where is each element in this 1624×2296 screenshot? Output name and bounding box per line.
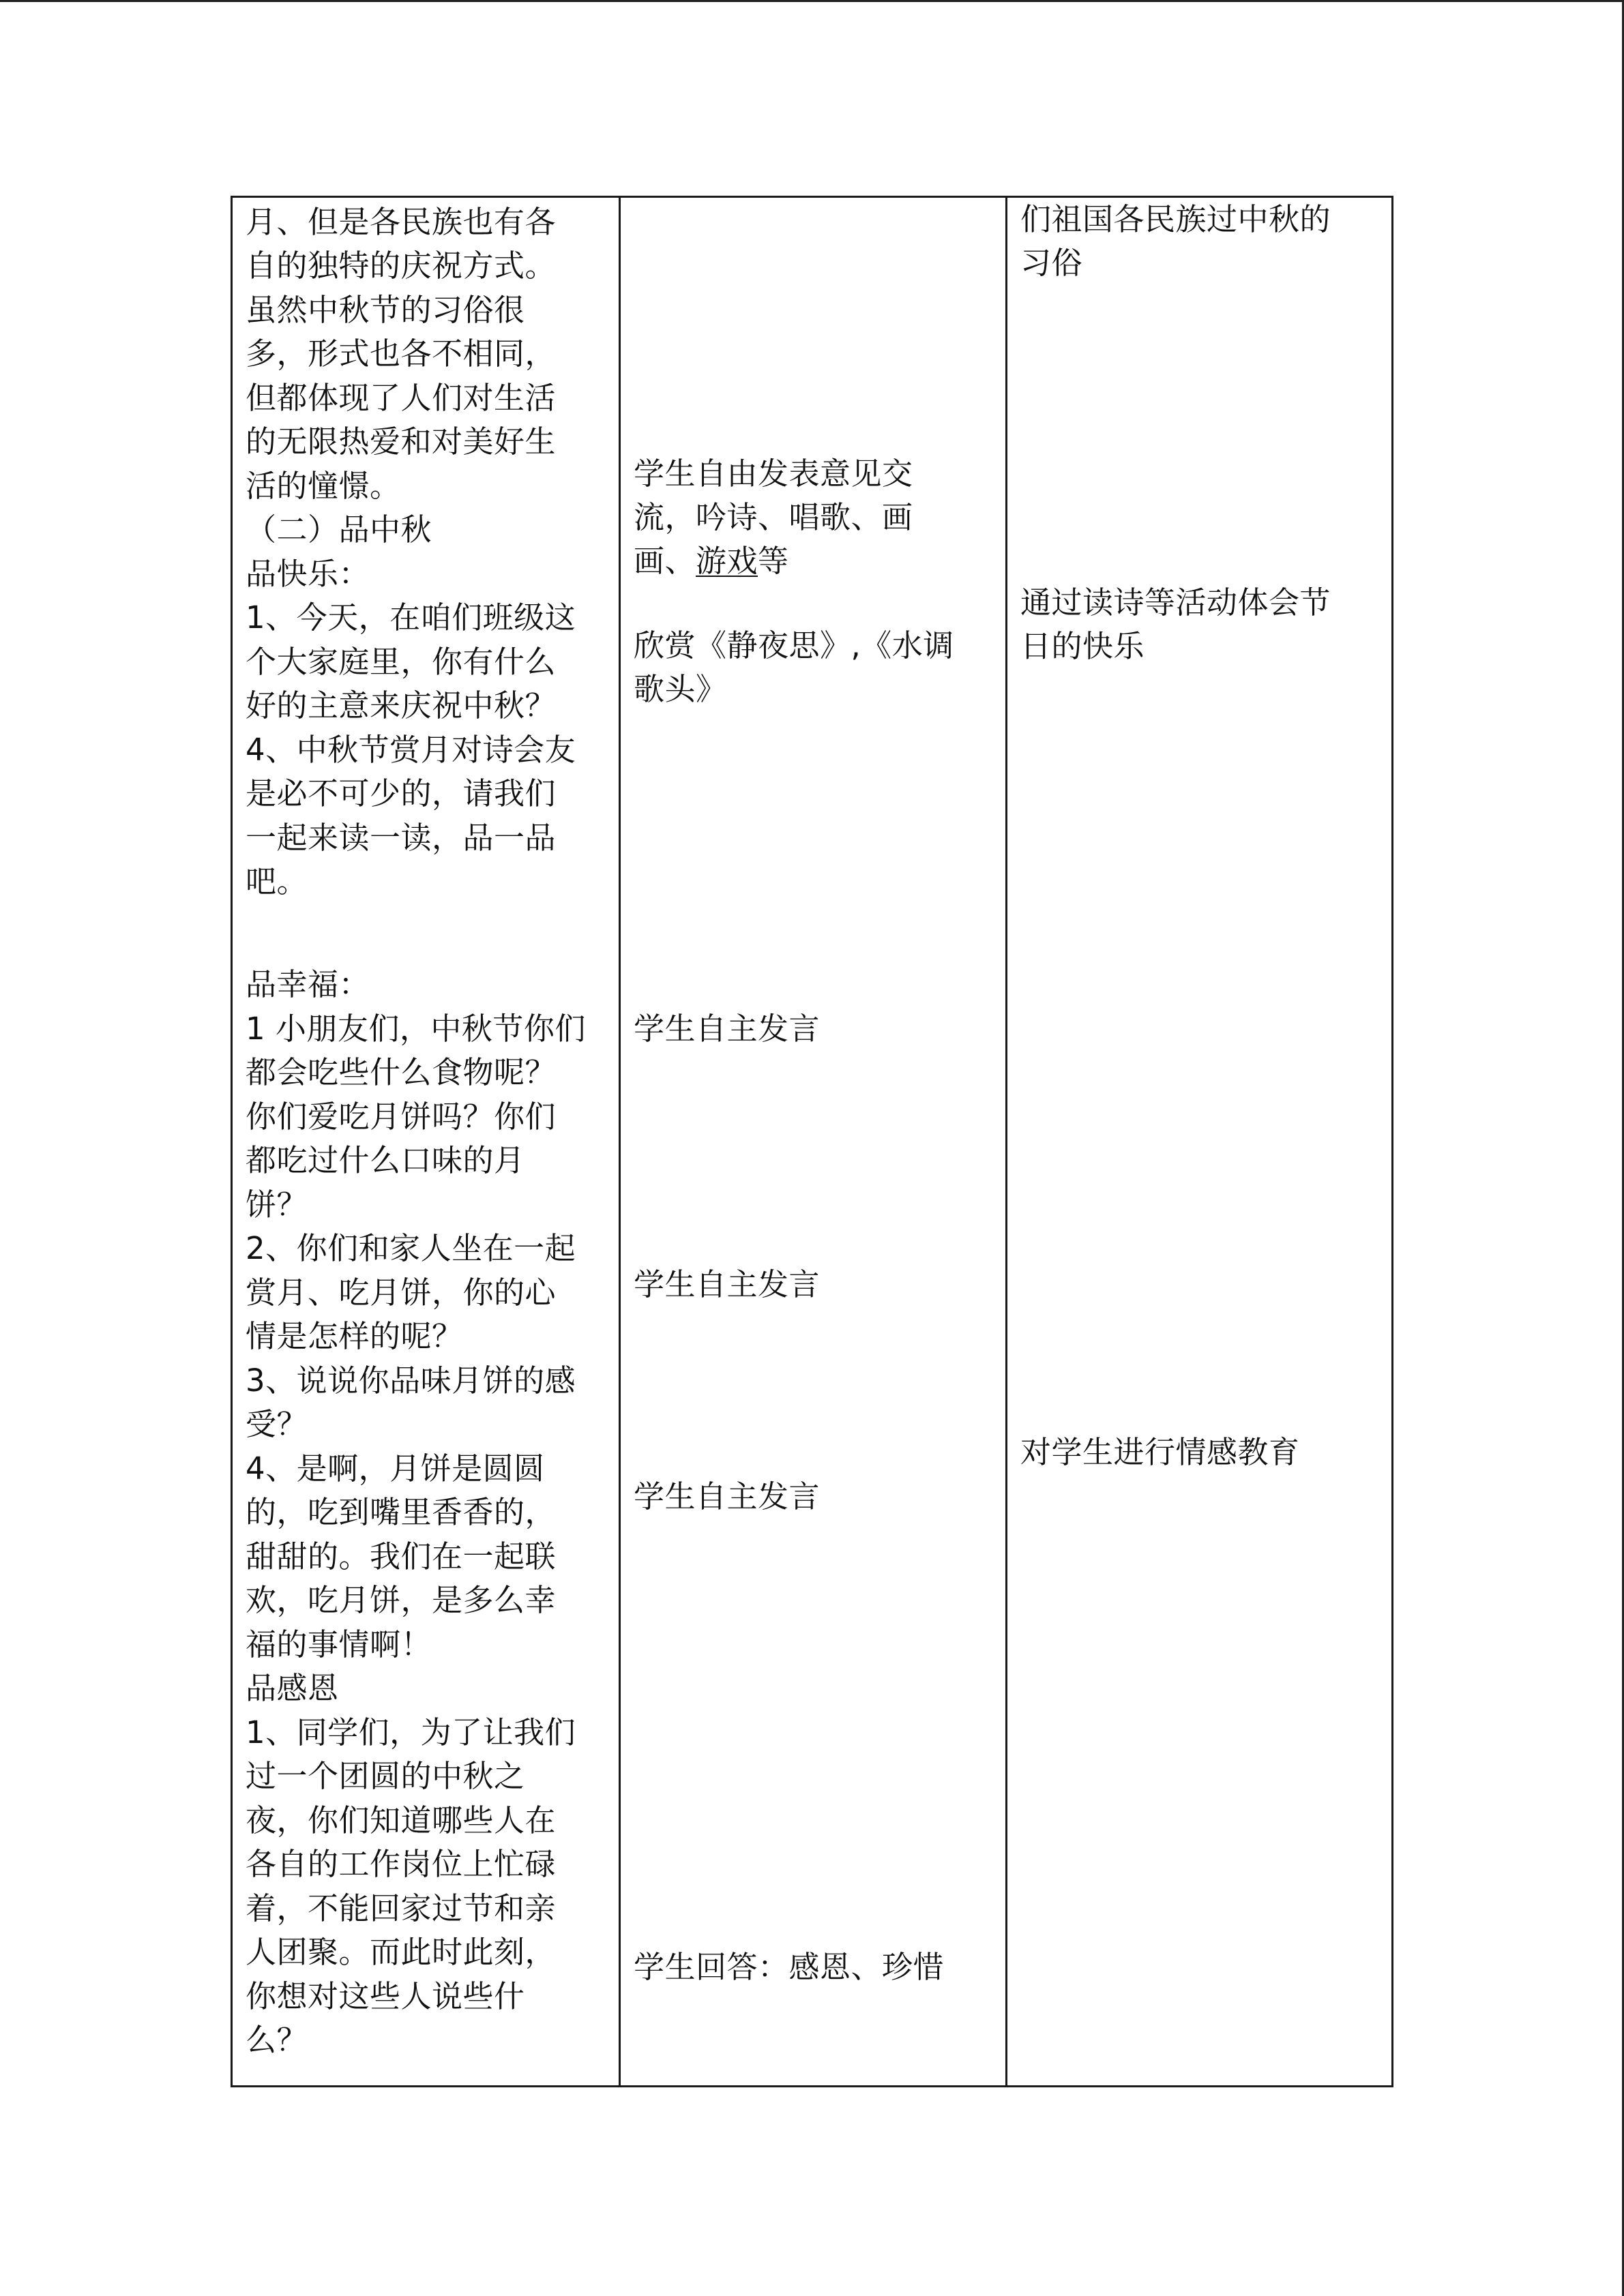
- student-speak-text: 学生自主发言: [634, 1478, 821, 1515]
- teacher-line: 1、同学们，为了让我们: [246, 1714, 576, 1750]
- teacher-line: 1、今天，在咱们班级这: [246, 599, 576, 636]
- teacher-line: 多，形式也各不相同，: [246, 336, 557, 372]
- teacher-line: 的，吃到嘴里香香的，: [246, 1494, 557, 1530]
- teacher-line: 都会吃些什么食物呢？: [246, 1054, 557, 1090]
- teacher-line: 过一个团圆的中秋之: [246, 1758, 525, 1794]
- teacher-line: 4、中秋节赏月对诗会友: [246, 732, 576, 768]
- teacher-line: 2、你们和家人坐在一起: [246, 1230, 576, 1266]
- games-text: 游戏: [696, 543, 758, 579]
- teacher-line: 夜，你们知道哪些人在: [246, 1802, 557, 1838]
- subsection-heading: 品幸福：: [246, 966, 370, 1002]
- teacher-line: 各自的工作岗位上忙碌: [246, 1846, 557, 1882]
- teacher-line: 饼？: [246, 1187, 308, 1223]
- teacher-line: 活的憧憬。: [246, 468, 401, 504]
- column-divider-2: [1005, 198, 1007, 2085]
- teacher-line: 月、但是各民族也有各: [246, 204, 557, 240]
- appreciate-poems-text: 欣赏《静夜思》,《水调: [634, 627, 954, 664]
- student-share-text: 流，吟诗、唱歌、画: [634, 499, 913, 535]
- teacher-line: 但都体现了人们对生活: [246, 380, 557, 416]
- subsection-heading: 品感恩: [246, 1670, 339, 1706]
- subsection-heading: 品快乐：: [246, 556, 370, 592]
- teacher-line: 欢，吃月饼，是多么幸: [246, 1582, 557, 1618]
- teacher-line: 3、说说你品味月饼的感: [246, 1362, 576, 1399]
- teacher-line: 的无限热爱和对美好生: [246, 423, 557, 460]
- student-speak-text: 学生自主发言: [634, 1266, 821, 1302]
- teacher-line: 自的独特的庆祝方式。: [246, 248, 557, 284]
- teacher-line: 着，不能回家过节和亲: [246, 1890, 557, 1926]
- intent-text: 通过读诗等活动体会节: [1020, 584, 1331, 621]
- teacher-line: 虽然中秋节的习俗很: [246, 292, 525, 328]
- teacher-line: 甜甜的。我们在一起联: [246, 1538, 557, 1575]
- intent-text: 日的快乐: [1020, 628, 1145, 664]
- student-speak-text: 学生自主发言: [634, 1011, 821, 1047]
- teacher-line: 1 小朋友们，中秋节你们: [246, 1011, 586, 1047]
- teacher-line: 你想对这些人说些什: [246, 1978, 525, 2014]
- appreciate-poems-text: 歌头》: [634, 671, 727, 707]
- student-answer-text: 学生回答：感恩、珍惜: [634, 1949, 945, 1985]
- teacher-line: 么？: [246, 2022, 308, 2058]
- teacher-line: 是必不可少的，请我们: [246, 775, 557, 811]
- teacher-line: 都吃过什么口味的月: [246, 1142, 525, 1178]
- teacher-line: 个大家庭里，你有什么: [246, 644, 557, 680]
- teacher-line: 好的主意来庆祝中秋？: [246, 687, 557, 724]
- teacher-line: 你们爱吃月饼吗？你们: [246, 1099, 557, 1135]
- intent-text: 们祖国各民族过中秋的: [1020, 201, 1331, 237]
- column-divider-1: [619, 198, 621, 2085]
- teacher-line: 福的事情啊！: [246, 1626, 432, 1663]
- intent-text: 对学生进行情感教育: [1020, 1434, 1300, 1470]
- student-share-text: 画、游戏等: [634, 543, 789, 579]
- student-share-text: 学生自由发表意见交: [634, 456, 913, 492]
- page-border-top: [0, 0, 1624, 2]
- teacher-line: 赏月、吃月饼，你的心: [246, 1274, 557, 1311]
- teacher-line: 受？: [246, 1406, 308, 1442]
- teacher-line: 4、是啊，月饼是圆圆: [246, 1450, 545, 1487]
- intent-text: 习俗: [1020, 245, 1083, 281]
- teacher-line: 情是怎样的呢？: [246, 1318, 463, 1354]
- teacher-line: 人团聚。而此时此刻，: [246, 1934, 557, 1970]
- teacher-line: 吧。: [246, 863, 308, 899]
- section-heading: （二）品中秋: [246, 511, 432, 548]
- teacher-line: 一起来读一读，品一品: [246, 820, 557, 856]
